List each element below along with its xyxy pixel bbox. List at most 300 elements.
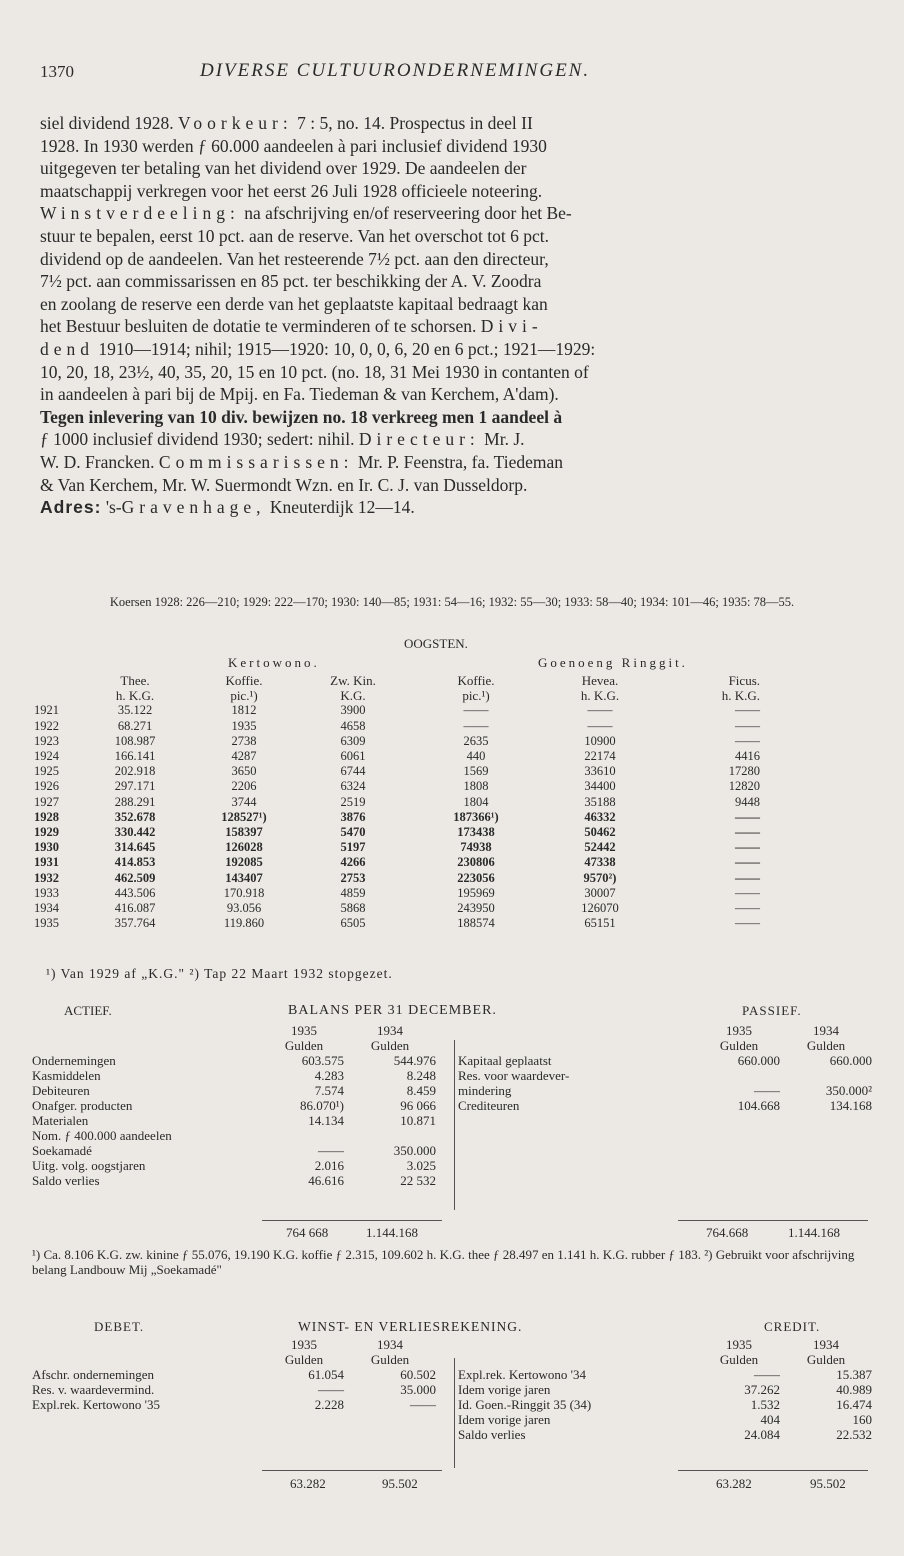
value-cell: —— — [735, 809, 760, 824]
value-cell: 34400 — [584, 779, 616, 794]
value-1934: 15.387 — [836, 1367, 872, 1382]
unit-label: Gulden — [370, 1038, 410, 1053]
balance-total-left-1934: 1.144.168 — [366, 1225, 418, 1240]
table-row — [458, 1412, 872, 1427]
value-1935: 2.016 — [314, 1158, 344, 1173]
column-header: Koffie. — [457, 673, 495, 689]
value-cell: 47338 — [584, 855, 616, 870]
table-row — [32, 1083, 436, 1098]
pl-total-left-1935: 63.282 — [290, 1476, 326, 1491]
row-label: Idem vorige jaren — [458, 1382, 551, 1397]
value-cell: —— — [587, 703, 613, 718]
harvest-table — [30, 673, 760, 931]
table-row — [32, 1382, 436, 1397]
value-cell: 126028 — [225, 840, 263, 855]
table-row — [30, 870, 760, 885]
value-1935: 404 — [760, 1412, 780, 1427]
balance-total-right-1934: 1.144.168 — [788, 1225, 840, 1240]
pl-total-right-1935: 63.282 — [716, 1476, 752, 1491]
year-1935: 1935 — [291, 1337, 317, 1352]
value-cell: 4266 — [340, 855, 366, 870]
text-run: dend — [40, 338, 95, 359]
text-run: dividend op de aandeelen. Van het resteerende 7½ pct. aan den directeur, — [40, 248, 549, 269]
pl-right-title: CREDIT. — [764, 1319, 821, 1334]
value-cell: 6061 — [340, 749, 366, 764]
text-run: Commissarissen: — [158, 451, 354, 472]
value-cell: 2635 — [463, 733, 489, 748]
value-1935: —— — [318, 1382, 344, 1397]
body-line — [40, 338, 872, 361]
pl-total-left-1934: 95.502 — [382, 1476, 418, 1491]
value-cell: —— — [735, 855, 760, 870]
balance-total-left-1935: 764 668 — [286, 1225, 329, 1240]
value-1935: 37.262 — [744, 1382, 780, 1397]
text-run: 1910—1914; nihil; 1915—1920: 10, 0, 0, 6, 20 en 6 pct.; 1921—1929: — [94, 338, 596, 359]
balance-total-rule-left — [262, 1220, 442, 1221]
pl-total-right-1934: 95.502 — [810, 1476, 846, 1491]
value-cell: 230806 — [457, 855, 495, 870]
body-line — [40, 248, 872, 271]
row-label: Expl.rek. Kertowono '34 — [458, 1367, 586, 1382]
value-1934: 134.168 — [829, 1098, 872, 1113]
balance-left-title: ACTIEF. — [64, 1003, 112, 1018]
value-1935: 14.134 — [308, 1113, 344, 1128]
unit-label: Gulden — [284, 1038, 324, 1053]
value-1935: 104.668 — [737, 1098, 780, 1113]
body-line — [40, 406, 872, 429]
row-label: Onafger. producten — [32, 1098, 133, 1113]
year-1934: 1934 — [813, 1337, 839, 1352]
year-1934: 1934 — [377, 1337, 403, 1352]
value-cell: 414.853 — [114, 855, 156, 870]
value-cell: —— — [735, 900, 760, 915]
value-1935: 24.084 — [744, 1427, 780, 1442]
harvest-title: OOGSTEN. — [404, 636, 468, 651]
table-row — [32, 1397, 436, 1412]
value-cell: 166.141 — [114, 749, 156, 764]
body-line — [40, 202, 872, 225]
row-label: mindering — [458, 1083, 512, 1098]
value-1935: 46.616 — [308, 1173, 344, 1188]
value-1935: —— — [318, 1143, 344, 1158]
body-line — [40, 496, 872, 519]
table-row — [30, 779, 760, 794]
row-label: Saldo verlies — [32, 1173, 100, 1188]
value-cell: 6505 — [340, 916, 366, 931]
value-cell: 33610 — [584, 764, 616, 779]
row-label: Res. voor waardever- — [458, 1068, 570, 1083]
column-header: pic.¹) — [462, 688, 490, 704]
value-1934: —— — [410, 1397, 436, 1412]
text-run: uitgegeven ter betaling van het dividend over 1929. De aandeelen der — [40, 158, 527, 179]
value-cell: 4287 — [231, 749, 257, 764]
blank-cell — [32, 1337, 264, 1352]
pl-debit-table — [32, 1337, 436, 1412]
year-cell: 1931 — [34, 855, 59, 870]
year-cell: 1929 — [34, 824, 59, 839]
year-cell: 1933 — [34, 885, 59, 900]
goenoeng-group-label: Goenoeng Ringgit. — [538, 655, 688, 670]
row-label: Crediteuren — [458, 1098, 520, 1113]
value-cell: 5197 — [340, 840, 366, 855]
year-cell: 1923 — [34, 733, 59, 748]
body-line — [40, 451, 872, 474]
row-label: Id. Goen.-Ringgit 35 (34) — [458, 1397, 592, 1412]
value-cell: 202.918 — [114, 764, 156, 779]
column-header: pic.¹) — [230, 688, 258, 704]
year-header-row — [32, 1337, 436, 1352]
value-cell: 192085 — [225, 855, 263, 870]
value-cell: 52442 — [584, 840, 616, 855]
text-run: Mr. J. — [479, 429, 525, 450]
text-run: Voorkeur: — [178, 113, 293, 133]
value-1934: 35.000 — [400, 1382, 436, 1397]
value-cell: 1812 — [231, 703, 257, 718]
value-cell: 22174 — [584, 749, 616, 764]
value-cell: 2753 — [340, 870, 366, 885]
value-cell: 108.987 — [114, 733, 156, 748]
value-cell: —— — [735, 703, 760, 718]
value-1935: 61.054 — [308, 1367, 344, 1382]
value-1935: 7.574 — [314, 1083, 344, 1098]
year-1934: 1934 — [377, 1023, 403, 1038]
row-label: Kapitaal geplaatst — [458, 1053, 552, 1068]
value-cell: 223056 — [457, 870, 495, 885]
body-line — [40, 157, 872, 180]
value-cell: 17280 — [728, 764, 760, 779]
year-cell: 1930 — [34, 840, 59, 855]
table-row — [32, 1068, 436, 1083]
unit-header-row — [32, 1038, 436, 1053]
value-cell: 1569 — [463, 764, 489, 779]
body-line — [40, 474, 872, 497]
value-cell: 462.509 — [114, 870, 156, 885]
text-run: 1928. In 1930 werden ƒ 60.000 aandeelen à pari inclusief dividend 1930 — [40, 135, 547, 156]
value-cell: —— — [735, 824, 760, 839]
table-row — [32, 1367, 436, 1382]
balance-right-title: PASSIEF. — [742, 1003, 802, 1018]
value-1934 — [780, 1068, 872, 1083]
blank-cell — [30, 673, 86, 688]
text-run: Winstverdeeling: — [40, 203, 240, 224]
blank-cell — [458, 1352, 698, 1367]
balance-title: BALANS PER 31 DECEMBER. — [288, 1003, 497, 1018]
text-run: 7 : 5, no. 14. Prospectus in deel II — [292, 113, 533, 133]
table-row — [32, 1128, 436, 1143]
body-line — [40, 428, 872, 451]
value-1934: 8.459 — [406, 1083, 436, 1098]
value-cell: 158397 — [225, 824, 263, 839]
value-cell: —— — [735, 870, 760, 885]
value-cell: —— — [735, 718, 760, 733]
table-row — [458, 1382, 872, 1397]
value-cell: 3900 — [340, 703, 366, 718]
value-cell: 195969 — [457, 885, 495, 900]
text-run: in aandeelen à pari bij de Mpij. en Fa. Tiedeman & van Kerchem, A'dam). — [40, 384, 559, 405]
price-history: Koersen 1928: 226—210; 1929: 222—170; 1930: 140—85; 1931: 54—16; 1932: 55—30; 1933: 58—40; 1934: 101—46; 1935: 78—55. — [109, 595, 795, 609]
value-cell: 443.506 — [114, 885, 156, 900]
year-cell: 1934 — [34, 900, 59, 915]
value-cell: 93.056 — [226, 900, 262, 915]
table-row — [32, 1143, 436, 1158]
value-1935 — [264, 1128, 344, 1143]
unit-label: Gulden — [719, 1038, 759, 1053]
value-1934: 660.000 — [829, 1053, 872, 1068]
value-1935: 4.283 — [314, 1068, 344, 1083]
harvest-header-units — [30, 688, 760, 703]
unit-label: Gulden — [370, 1352, 410, 1367]
unit-label: Gulden — [284, 1352, 324, 1367]
value-cell: 330.442 — [114, 824, 156, 839]
value-1935: 603.575 — [301, 1053, 344, 1068]
value-cell: 3876 — [340, 809, 366, 824]
value-cell: 1935 — [231, 718, 257, 733]
row-label: Debiteuren — [32, 1083, 90, 1098]
year-header-row — [458, 1337, 872, 1352]
row-label: Expl.rek. Kertowono '35 — [32, 1397, 160, 1412]
balance-liabilities-table — [458, 1023, 872, 1113]
value-cell: 6744 — [340, 764, 366, 779]
value-1935 — [698, 1068, 780, 1083]
column-header: h. K.G. — [721, 688, 760, 704]
row-label: Nom. ƒ 400.000 aandeelen — [32, 1128, 172, 1143]
body-line — [40, 315, 872, 338]
value-cell: 173438 — [457, 824, 495, 839]
value-cell: 3744 — [231, 794, 257, 809]
value-1934: 3.025 — [406, 1158, 436, 1173]
body-line — [40, 225, 872, 248]
text-run: Divi- — [480, 316, 543, 337]
table-row — [30, 840, 760, 855]
body-line — [40, 135, 872, 158]
value-1934: 10.871 — [400, 1113, 436, 1128]
pl-divider — [454, 1358, 455, 1468]
row-label: Afschr. ondernemingen — [32, 1367, 155, 1382]
value-1934: 160 — [852, 1412, 872, 1427]
value-cell: 416.087 — [114, 900, 156, 915]
value-cell: 30007 — [584, 885, 616, 900]
row-label: Ondernemingen — [32, 1053, 116, 1068]
row-label: Soekamadé — [32, 1143, 92, 1158]
table-row — [32, 1113, 436, 1128]
value-cell: 35188 — [584, 794, 616, 809]
text-run: maatschappij verkregen voor het eerst 26 Juli 1928 officieele noteering. — [40, 180, 543, 201]
table-row — [30, 855, 760, 870]
value-1935: —— — [754, 1083, 780, 1098]
text-run: 's- — [101, 497, 122, 518]
body-text — [40, 112, 872, 519]
year-1935: 1935 — [726, 1023, 752, 1038]
value-cell: 188574 — [457, 916, 495, 931]
text-run: Gravenhage, — [121, 497, 266, 518]
value-1934: 350.000 — [393, 1143, 436, 1158]
value-1935: 86.070¹) — [300, 1098, 344, 1113]
table-row — [32, 1098, 436, 1113]
value-cell: 1804 — [463, 794, 489, 809]
table-row — [458, 1083, 872, 1098]
value-cell: 9570²) — [583, 870, 617, 885]
value-cell: 128527¹) — [221, 809, 267, 824]
pl-credit-table — [458, 1337, 872, 1442]
year-cell: 1935 — [34, 916, 59, 931]
year-cell: 1928 — [34, 809, 59, 824]
balance-total-rule-right — [678, 1220, 868, 1221]
column-header: Hevea. — [581, 673, 619, 689]
value-cell: 4859 — [340, 885, 366, 900]
text-run: & Van Kerchem, Mr. W. Suermondt Wzn. en Ir. C. J. van Dusseldorp. — [40, 474, 528, 495]
unit-header-row — [458, 1352, 872, 1367]
text-run: siel dividend 1928. — [40, 113, 179, 133]
value-cell: 50462 — [584, 824, 616, 839]
unit-header-row — [32, 1352, 436, 1367]
body-line — [40, 293, 872, 316]
value-1934 — [344, 1128, 436, 1143]
value-cell: 6309 — [340, 733, 366, 748]
value-cell: 297.171 — [114, 779, 156, 794]
table-row — [30, 734, 760, 749]
value-cell: 2738 — [231, 733, 257, 748]
text-run: Mr. P. Feenstra, fa. Tiedeman — [353, 451, 564, 472]
row-label: Materialen — [32, 1113, 89, 1128]
value-cell: 10900 — [584, 733, 616, 748]
value-1934: 40.989 — [836, 1382, 872, 1397]
value-cell: 170.918 — [223, 885, 265, 900]
text-run: W. D. Francken. — [40, 451, 159, 472]
value-cell: 126070 — [581, 900, 619, 915]
value-1935: 1.532 — [750, 1397, 780, 1412]
blank-cell — [32, 1023, 264, 1038]
text-run: en zoolang de reserve een derde van het geplaatste kapitaal bedraagt kan — [40, 293, 548, 314]
column-header: Ficus. — [728, 673, 760, 689]
value-cell: 4416 — [735, 749, 760, 764]
year-cell: 1922 — [34, 718, 59, 733]
year-cell: 1925 — [34, 764, 59, 779]
value-1934: 544.976 — [393, 1053, 436, 1068]
year-cell: 1921 — [34, 703, 59, 718]
text-run: 7½ pct. aan commissarissen en 85 pct. ter beschikking der A. V. Zoodra — [40, 271, 542, 292]
table-row — [458, 1367, 872, 1382]
value-cell: 143407 — [225, 870, 263, 885]
value-cell: 288.291 — [114, 794, 156, 809]
year-1935: 1935 — [291, 1023, 317, 1038]
value-cell: 3650 — [231, 764, 257, 779]
blank-cell — [30, 688, 86, 703]
value-1934: 22 532 — [400, 1173, 436, 1188]
balance-divider — [454, 1040, 455, 1210]
value-cell: —— — [735, 916, 760, 931]
value-cell: 440 — [466, 749, 486, 764]
body-line — [40, 180, 872, 203]
value-1934: 22.532 — [836, 1427, 872, 1442]
value-cell: 187366¹) — [453, 809, 499, 824]
value-cell: 5470 — [340, 824, 366, 839]
column-header: h. K.G. — [580, 688, 620, 704]
text-run: 10, 20, 18, 23½, 40, 35, 20, 15 en 10 pct. (no. 18, 31 Mei 1930 in contanten of — [40, 361, 589, 382]
unit-label: Gulden — [806, 1038, 846, 1053]
table-row — [30, 886, 760, 901]
table-row — [32, 1173, 436, 1188]
value-1935: 660.000 — [737, 1053, 780, 1068]
text-run: Adres: — [40, 497, 102, 518]
column-header: Thee. — [120, 673, 150, 689]
row-label: Res. v. waardevermind. — [32, 1382, 155, 1397]
year-cell: 1927 — [34, 794, 59, 809]
value-cell: 6324 — [340, 779, 366, 794]
pl-total-rule-left — [262, 1470, 442, 1471]
value-cell: 1808 — [463, 779, 489, 794]
value-1935: 2.228 — [314, 1397, 344, 1412]
value-cell: 9448 — [735, 794, 760, 809]
body-line — [40, 270, 872, 293]
table-row — [32, 1053, 436, 1068]
table-row — [30, 764, 760, 779]
value-1935: —— — [754, 1367, 780, 1382]
row-label: Kasmiddelen — [32, 1068, 101, 1083]
value-cell: —— — [463, 703, 489, 718]
value-cell: —— — [463, 718, 489, 733]
value-cell: 357.764 — [114, 916, 156, 931]
page-number: 1370 — [40, 62, 74, 81]
value-cell: 352.678 — [114, 809, 156, 824]
row-label: Idem vorige jaren — [458, 1412, 551, 1427]
blank-cell — [32, 1038, 264, 1053]
table-row — [30, 825, 760, 840]
table-row — [30, 795, 760, 810]
value-cell: 65151 — [584, 916, 616, 931]
value-cell: 243950 — [457, 900, 495, 915]
balance-assets-table — [32, 1023, 436, 1188]
table-row — [458, 1427, 872, 1442]
pl-total-rule-right — [678, 1470, 868, 1471]
text-run: stuur te bepalen, eerst 10 pct. aan de reserve. Van het overschot tot 6 pct. — [40, 225, 549, 246]
table-row — [30, 703, 760, 718]
column-header: K.G. — [340, 688, 366, 704]
table-row — [458, 1397, 872, 1412]
year-cell: 1924 — [34, 749, 59, 764]
unit-header-row — [458, 1038, 872, 1053]
harvest-header-names — [30, 673, 760, 688]
value-1934: 96 066 — [400, 1098, 436, 1113]
value-cell: —— — [735, 885, 760, 900]
year-header-row — [32, 1023, 436, 1038]
column-header: Zw. Kin. — [330, 673, 376, 689]
table-row — [458, 1053, 872, 1068]
blank-cell — [458, 1038, 698, 1053]
value-cell: 314.645 — [114, 840, 156, 855]
value-cell: 2206 — [231, 779, 257, 794]
value-1934: 60.502 — [400, 1367, 436, 1382]
body-line — [40, 112, 872, 135]
table-row — [30, 916, 760, 931]
year-header-row — [458, 1023, 872, 1038]
text-run: ƒ 1000 inclusief dividend 1930; sedert: nihil. — [40, 429, 359, 450]
value-cell: —— — [587, 718, 613, 733]
kertowono-group-label: Kertowono. — [228, 655, 320, 670]
blank-cell — [458, 1023, 698, 1038]
balance-footnote: ¹) Ca. 8.106 K.G. zw. kinine ƒ 55.076, 19.190 K.G. koffie ƒ 2.315, 109.602 h. K.G. thee ƒ 28.497 en 1.141 h. K.G. rubber ƒ 183. ²) Gebruikt voor afschrijving belang Landbouw Mij „Soekamadé" — [32, 1247, 855, 1277]
table-row — [30, 719, 760, 734]
value-1934: 350.000² — [825, 1083, 872, 1098]
text-run: na afschrijving en/of reserveering door het Be- — [239, 203, 572, 224]
column-header: h. K.G. — [115, 688, 155, 704]
unit-label: Gulden — [719, 1352, 759, 1367]
table-row — [30, 901, 760, 916]
year-cell: 1926 — [34, 779, 59, 794]
value-cell: 119.860 — [223, 916, 265, 931]
year-1935: 1935 — [726, 1337, 752, 1352]
pl-title: WINST- EN VERLIESREKENING. — [298, 1319, 523, 1334]
value-1934: 16.474 — [836, 1397, 872, 1412]
